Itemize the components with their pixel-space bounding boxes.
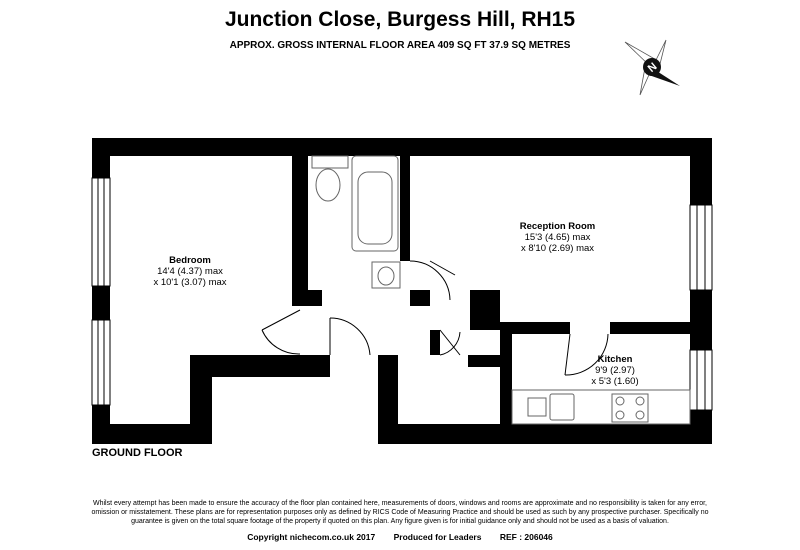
compass-north-letter: N <box>645 60 660 75</box>
footer-copyright: Copyright nichecom.co.uk 2017 <box>247 532 376 542</box>
room-name-bedroom: Bedroom <box>169 255 211 266</box>
room-name-kitchen: Kitchen <box>597 354 633 365</box>
plan-title: Junction Close, Burgess Hill, RH15 <box>224 8 576 31</box>
room-dim-reception-2: x 8'10 (2.69) max <box>520 243 595 254</box>
room-dim-bedroom-1: 14'4 (4.37) max <box>157 266 223 277</box>
toilet-cistern-icon <box>312 156 348 168</box>
footer-produced: Produced for Leaders <box>393 532 482 542</box>
room-dim-reception-1: 15'3 (4.65) max <box>524 232 591 243</box>
sink-icon <box>550 394 574 420</box>
kitchen-fixtures <box>512 390 690 424</box>
room-dim-kitchen-2: x 5'3 (1.60) <box>591 376 639 387</box>
toilet-icon <box>316 169 340 201</box>
floor-label: GROUND FLOOR <box>92 447 183 459</box>
footer-ref: REF : 206046 <box>499 532 553 542</box>
disclaimer-text: Whilst every attempt has been made to ensure the accuracy of the floor plan contained here, measurements of doors, windows and rooms are approximate and no responsibility is taken for any error, omission or misstatement. These plans are for representation purposes only as defined by RICS Code of Measuring Practice and should be used as such by any prospective purchaser. Specifically no guarantee is given on the total square footage of the property if quoted on this plan. Any figure given is for initial guidance only and should not be used as a basis of valuation. <box>91 500 709 525</box>
room-label-kitchen <box>570 354 660 387</box>
room-dim-bedroom-2: x 10'1 (3.07) max <box>153 277 227 288</box>
footer <box>0 532 800 542</box>
room-name-reception: Reception Room <box>519 221 596 232</box>
compass-icon <box>625 40 680 95</box>
room-label-reception <box>495 221 620 254</box>
floor-area-subtitle: APPROX. GROSS INTERNAL FLOOR AREA 409 SQ FT 37.9 SQ METRES <box>229 40 571 51</box>
room-label-bedroom <box>110 255 270 288</box>
room-dim-kitchen-1: 9'9 (2.97) <box>595 365 635 376</box>
bathroom-fixtures <box>312 156 400 288</box>
